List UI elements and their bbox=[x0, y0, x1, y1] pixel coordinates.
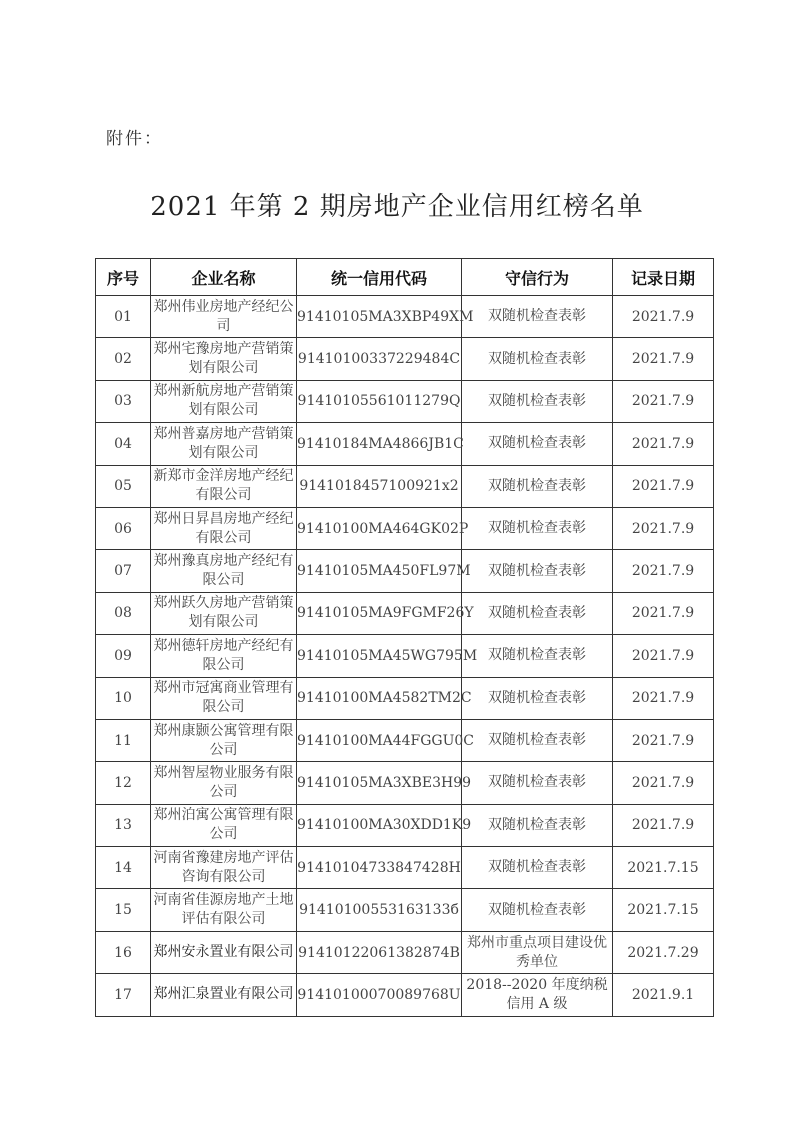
row-credit-code: 91410100MA4582TM2C bbox=[297, 677, 462, 719]
row-credit-behavior: 双随机检查表彰 bbox=[462, 296, 613, 338]
table-row bbox=[96, 719, 714, 761]
table-row bbox=[96, 974, 714, 1016]
row-credit-code: 91410105MA450FL97M bbox=[297, 550, 462, 592]
row-seq: 15 bbox=[96, 889, 151, 931]
row-credit-code: 91410105MA3XBP49XM bbox=[297, 296, 462, 338]
row-credit-code: 91410100MA44FGGU0C bbox=[297, 719, 462, 761]
row-company-name: 郑州伟业房地产经纪公司 bbox=[151, 296, 297, 338]
row-credit-code: 91410100MA30XDD1K9 bbox=[297, 804, 462, 846]
row-record-date: 2021.7.9 bbox=[613, 380, 714, 422]
row-company-name: 新郑市金洋房地产经纪有限公司 bbox=[151, 465, 297, 507]
table-row bbox=[96, 338, 714, 380]
row-credit-code: 91410105MA9FGMF26Y bbox=[297, 592, 462, 634]
row-credit-behavior: 双随机检查表彰 bbox=[462, 677, 613, 719]
row-credit-code: 91410105MA45WG795M bbox=[297, 635, 462, 677]
table-row bbox=[96, 423, 714, 465]
row-company-name: 郑州豫真房地产经纪有限公司 bbox=[151, 550, 297, 592]
row-credit-behavior: 双随机检查表彰 bbox=[462, 804, 613, 846]
row-credit-behavior: 双随机检查表彰 bbox=[462, 762, 613, 804]
row-credit-code: 91410104733847428H bbox=[297, 847, 462, 889]
row-seq: 16 bbox=[96, 931, 151, 973]
row-record-date: 2021.7.9 bbox=[613, 296, 714, 338]
table-row bbox=[96, 677, 714, 719]
row-seq: 17 bbox=[96, 974, 151, 1016]
table-header-row bbox=[96, 259, 714, 296]
row-record-date: 2021.7.9 bbox=[613, 635, 714, 677]
row-seq: 14 bbox=[96, 847, 151, 889]
row-record-date: 2021.7.9 bbox=[613, 338, 714, 380]
row-company-name: 郑州汇泉置业有限公司 bbox=[151, 974, 297, 1016]
row-record-date: 2021.7.9 bbox=[613, 423, 714, 465]
row-credit-code: 91410100553163133б bbox=[297, 889, 462, 931]
table-row bbox=[96, 635, 714, 677]
row-company-name: 郑州新航房地产营销策划有限公司 bbox=[151, 380, 297, 422]
row-seq: 08 bbox=[96, 592, 151, 634]
row-company-name: 郑州安永置业有限公司 bbox=[151, 931, 297, 973]
row-credit-behavior: 双随机检查表彰 bbox=[462, 635, 613, 677]
table-row bbox=[96, 931, 714, 973]
row-credit-behavior: 双随机检查表彰 bbox=[462, 719, 613, 761]
row-credit-behavior: 双随机检查表彰 bbox=[462, 550, 613, 592]
row-record-date: 2021.9.1 bbox=[613, 974, 714, 1016]
row-record-date: 2021.7.9 bbox=[613, 719, 714, 761]
row-credit-behavior: 双随机检查表彰 bbox=[462, 592, 613, 634]
row-credit-behavior: 2018--2020 年度纳税信用 A 级 bbox=[462, 974, 613, 1016]
table-row bbox=[96, 804, 714, 846]
row-record-date: 2021.7.15 bbox=[613, 847, 714, 889]
row-credit-behavior: 郑州市重点项目建设优秀单位 bbox=[462, 931, 613, 973]
table-row bbox=[96, 889, 714, 931]
red-list-table bbox=[95, 258, 714, 1017]
row-company-name: 郑州康颢公寓管理有限公司 bbox=[151, 719, 297, 761]
row-company-name: 郑州日昇昌房地产经纪有限公司 bbox=[151, 507, 297, 549]
row-record-date: 2021.7.9 bbox=[613, 550, 714, 592]
row-seq: 02 bbox=[96, 338, 151, 380]
page-title: 2021 年第 2 期房地产企业信用红榜名单 bbox=[150, 192, 644, 222]
row-credit-code: 9141018457100921x2 bbox=[297, 465, 462, 507]
row-credit-behavior: 双随机检查表彰 bbox=[462, 507, 613, 549]
row-record-date: 2021.7.9 bbox=[613, 804, 714, 846]
column-header-credit-behavior: 守信行为 bbox=[462, 259, 613, 296]
row-credit-behavior: 双随机检查表彰 bbox=[462, 338, 613, 380]
row-company-name: 郑州泊寓公寓管理有限公司 bbox=[151, 804, 297, 846]
row-company-name: 郑州宅豫房地产营销策划有限公司 bbox=[151, 338, 297, 380]
row-seq: 05 bbox=[96, 465, 151, 507]
row-company-name: 河南省豫建房地产评估咨询有限公司 bbox=[151, 847, 297, 889]
row-seq: 09 bbox=[96, 635, 151, 677]
row-credit-behavior: 双随机检查表彰 bbox=[462, 889, 613, 931]
row-record-date: 2021.7.9 bbox=[613, 592, 714, 634]
row-record-date: 2021.7.9 bbox=[613, 465, 714, 507]
column-header-company-name: 企业名称 bbox=[151, 259, 297, 296]
row-credit-code: 91410105MA3XBE3H99 bbox=[297, 762, 462, 804]
table-row bbox=[96, 550, 714, 592]
row-seq: 06 bbox=[96, 507, 151, 549]
row-record-date: 2021.7.29 bbox=[613, 931, 714, 973]
row-credit-behavior: 双随机检查表彰 bbox=[462, 847, 613, 889]
row-credit-behavior: 双随机检查表彰 bbox=[462, 465, 613, 507]
row-company-name: 郑州德轩房地产经纪有限公司 bbox=[151, 635, 297, 677]
row-company-name: 郑州市冠寓商业管理有限公司 bbox=[151, 677, 297, 719]
table-row bbox=[96, 296, 714, 338]
column-header-record-date: 记录日期 bbox=[613, 259, 714, 296]
row-company-name: 郑州普嘉房地产营销策划有限公司 bbox=[151, 423, 297, 465]
table-row bbox=[96, 592, 714, 634]
row-company-name: 郑州跃久房地产营销策划有限公司 bbox=[151, 592, 297, 634]
row-credit-code: 91410100MA464GK02P bbox=[297, 507, 462, 549]
row-seq: 04 bbox=[96, 423, 151, 465]
row-seq: 13 bbox=[96, 804, 151, 846]
row-seq: 01 bbox=[96, 296, 151, 338]
row-company-name: 郑州智屋物业服务有限公司 bbox=[151, 762, 297, 804]
table-row bbox=[96, 507, 714, 549]
row-credit-code: 91410105561011279Q bbox=[297, 380, 462, 422]
row-credit-behavior: 双随机检查表彰 bbox=[462, 380, 613, 422]
row-seq: 12 bbox=[96, 762, 151, 804]
table-row bbox=[96, 380, 714, 422]
row-credit-code: 91410184MA4866JB1C bbox=[297, 423, 462, 465]
table-row bbox=[96, 847, 714, 889]
attachment-label: 附件： bbox=[106, 129, 163, 149]
row-record-date: 2021.7.9 bbox=[613, 677, 714, 719]
row-record-date: 2021.7.9 bbox=[613, 507, 714, 549]
table-row bbox=[96, 465, 714, 507]
column-header-credit-code: 统一信用代码 bbox=[297, 259, 462, 296]
column-header-seq: 序号 bbox=[96, 259, 151, 296]
row-seq: 11 bbox=[96, 719, 151, 761]
row-record-date: 2021.7.9 bbox=[613, 762, 714, 804]
row-record-date: 2021.7.15 bbox=[613, 889, 714, 931]
row-credit-code: 91410100337229484C bbox=[297, 338, 462, 380]
table-row bbox=[96, 762, 714, 804]
row-credit-code: 91410122061382874B bbox=[297, 931, 462, 973]
row-seq: 03 bbox=[96, 380, 151, 422]
row-seq: 07 bbox=[96, 550, 151, 592]
row-credit-code: 91410100070089768U bbox=[297, 974, 462, 1016]
row-seq: 10 bbox=[96, 677, 151, 719]
row-company-name: 河南省佳源房地产土地评估有限公司 bbox=[151, 889, 297, 931]
row-credit-behavior: 双随机检查表彰 bbox=[462, 423, 613, 465]
